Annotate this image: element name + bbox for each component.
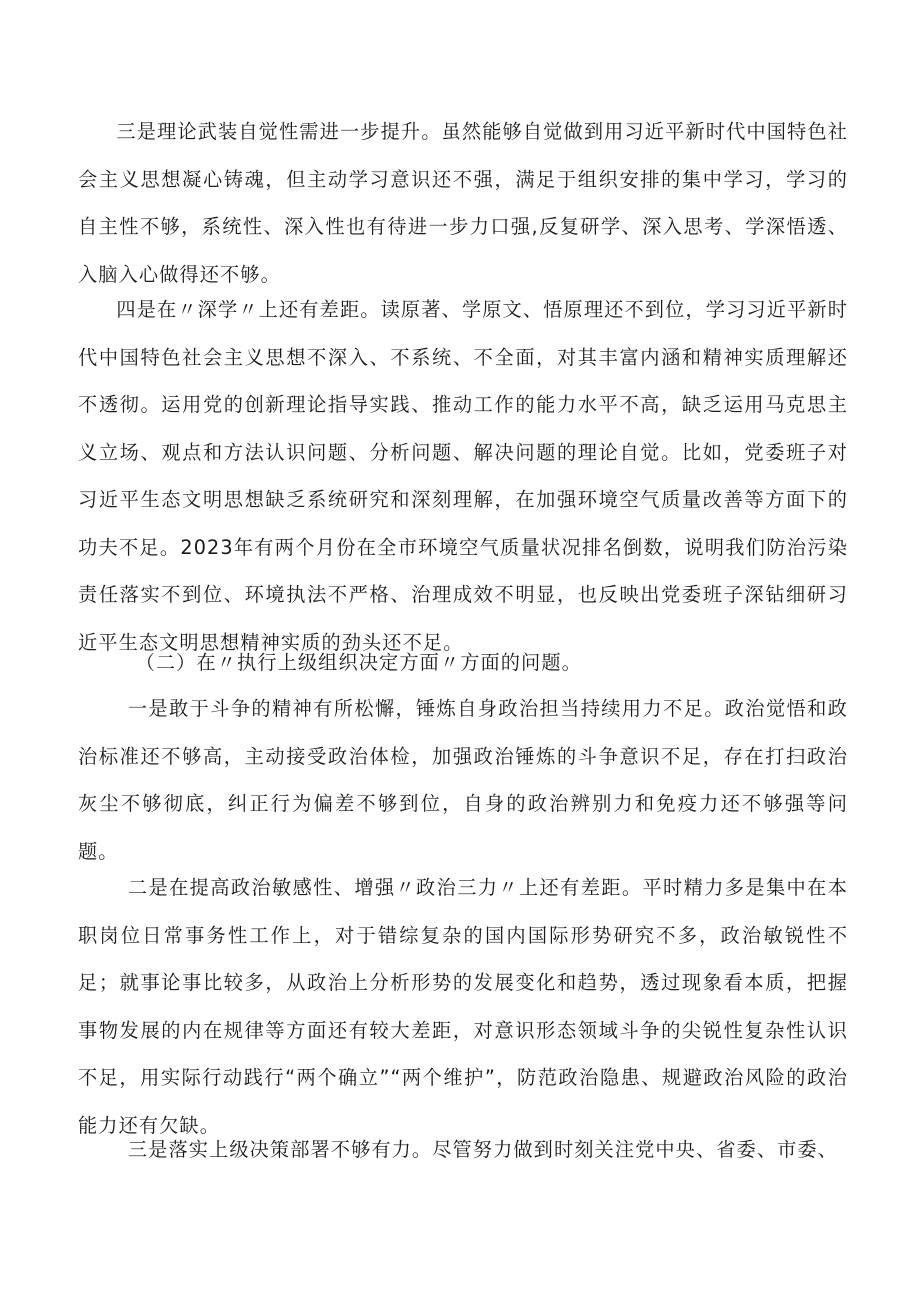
paragraph-deep-study: 四是在〃深学〃上还有差距。读原著、学原文、悟原理还不到位，学习习近平新时代中国特色社会主义思想不深入、不系统、不全面，对其丰富内涵和精神实质理解还不透彻。运用党的创新理论指导实践、推动工作的能力水平不高，缺乏运用马克思主义立场、观点和方法认识问题、分析问题、解决问题的理论自觉。比如，党委班子对习近平生态文明思想缺乏系统研究和深刻理解，在加强环境空气质量改善等方面下的功夫不足。2023年有两个月份在全市环境空气质量状况排名倒数，说明我们防治污染责任落实不到位、环境执法不严格、治理成效不明显，也反映出党委班子深钻细研习近平生态文明思想精神实质的劲头还不足。 xyxy=(78,298,848,654)
paragraph-theory-study: 三是理论武装自觉性需进一步提升。虽然能够自觉做到用习近平新时代中国特色社会主义思想凝心铸魂，但主动学习意识还不强，满足于组织安排的集中学习，学习的自主性不够，系统性、深入性也有待进一步力口强,反复研学、深入思考、学深悟透、入脑入心做得还不够。 xyxy=(78,120,848,286)
paragraph-political-sensitivity: 二是在提高政治敏感性、增强〃政治三力〃上还有差距。平时精力多是集中在本职岗位日常事务性工作上，对于错综复杂的国内国际形势研究不多，政治敏锐性不足；就事论事比较多，从政治上分析形势的发展变化和趋势，透过现象看本质，把握事物发展的内在规律等方面还有较大差距，对意识形态领域斗争的尖锐性复杂性认识不足，用实际行动践行“两个确立”“两个维护”，防范政治隐患、规避政治风险的政治能力还有欠缺。 xyxy=(78,876,848,1137)
section-heading: （二）在〃执行上级组织决定方面〃方面的问题。 xyxy=(135,651,582,674)
paragraph-implementation: 三是落实上级决策部署不够有力。尽管努力做到时刻关注党中央、省委、市委、 xyxy=(127,1138,838,1161)
paragraph-struggle-spirit: 一是敢于斗争的精神有所松懈，锤炼自身政治担当持续用力不足。政治觉悟和政治标准还不够高，主动接受政治体检，加强政治锤炼的斗争意识不足，存在打扫政治灰尘不够彻底，纠正行为偏差不够到位，自身的政治辨别力和免疫力还不够强等问题。 xyxy=(78,697,848,863)
